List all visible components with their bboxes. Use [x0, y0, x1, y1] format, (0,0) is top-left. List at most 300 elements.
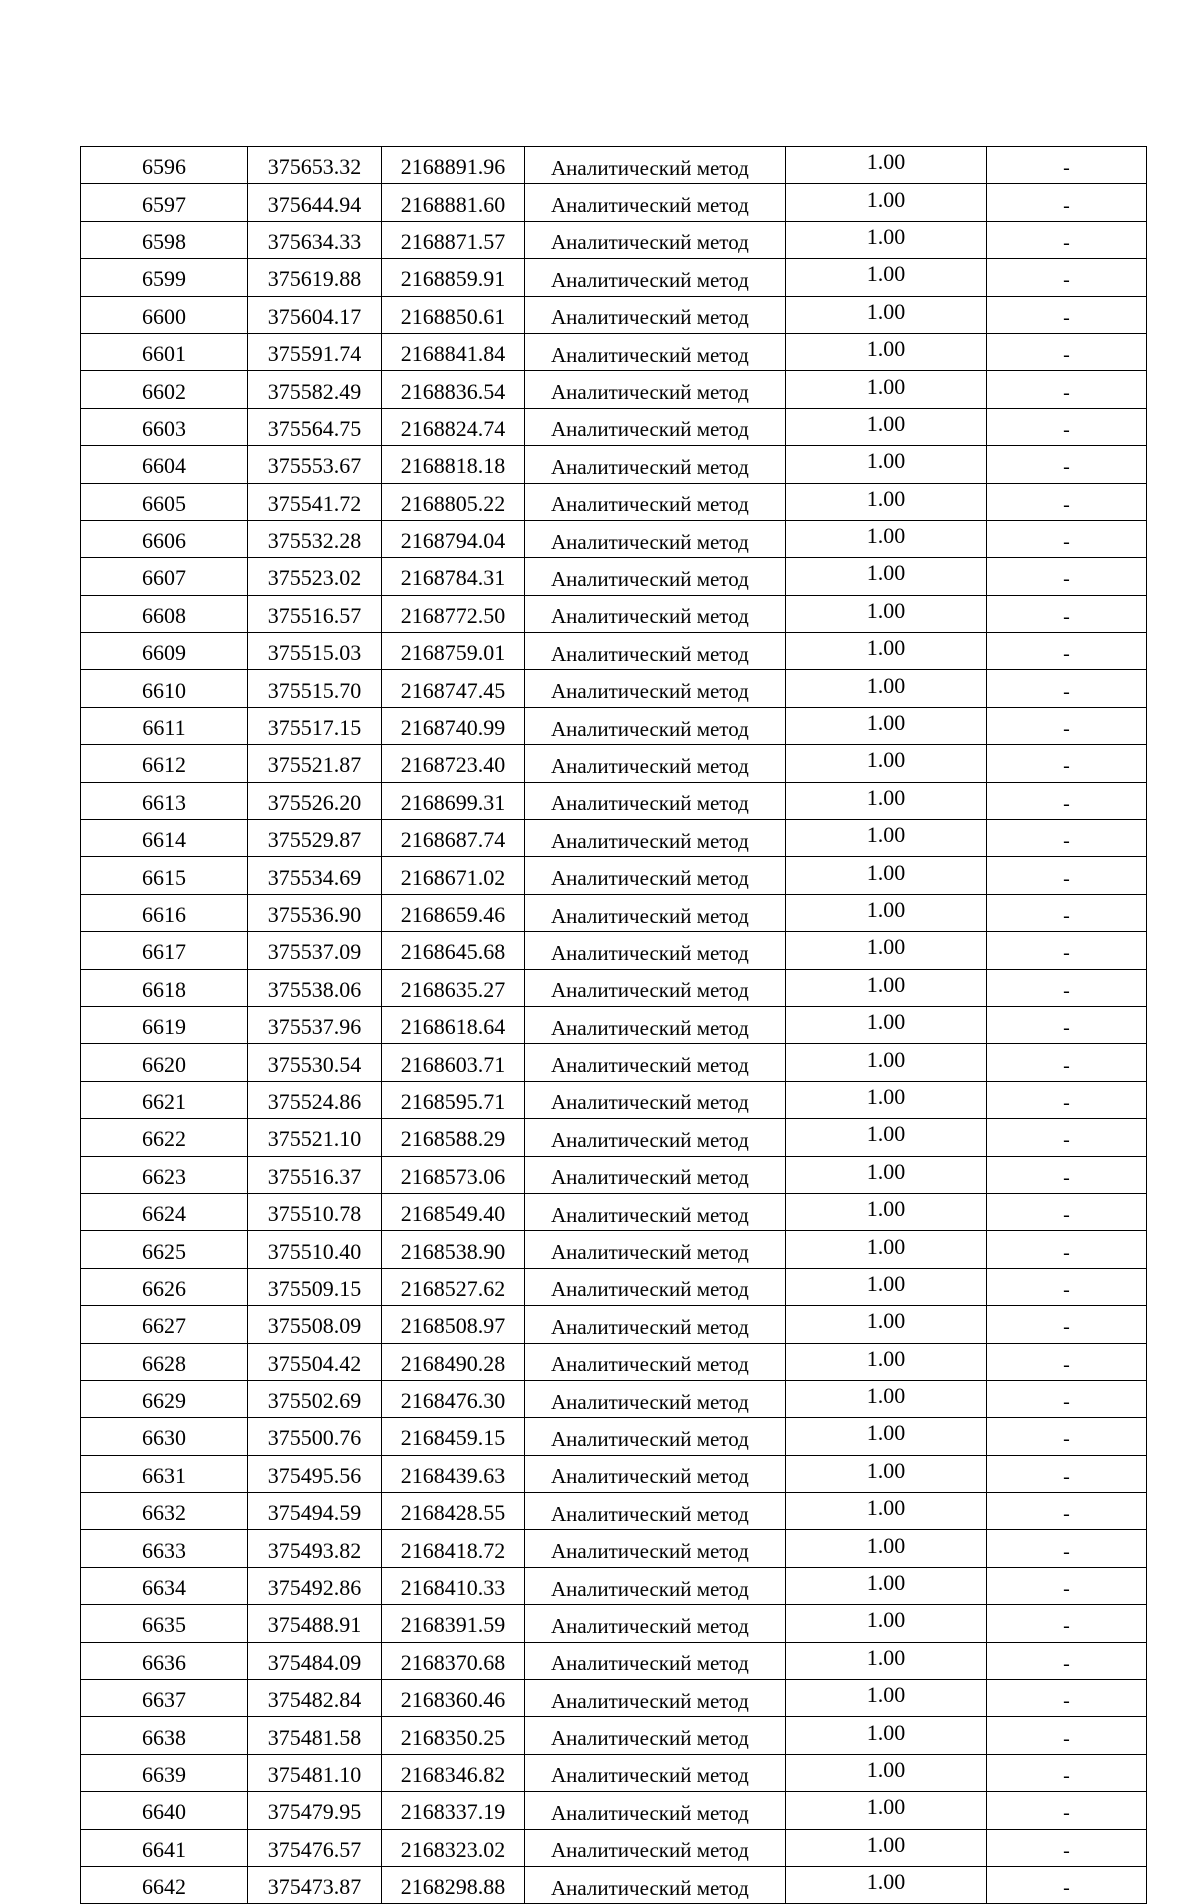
y-coordinate-cell: 2168824.74 [382, 408, 525, 445]
point-number-cell: 6620 [81, 1044, 248, 1081]
point-number-cell: 6603 [81, 408, 248, 445]
y-coordinate-cell: 2168645.68 [382, 932, 525, 969]
point-number-cell: 6622 [81, 1119, 248, 1156]
x-coordinate-cell: 375653.32 [248, 147, 382, 184]
method-cell: Аналитический метод [525, 707, 786, 744]
table-row [81, 1418, 1147, 1455]
method-cell: Аналитический метод [525, 1792, 786, 1829]
accuracy-cell: 1.00 [786, 1866, 987, 1903]
x-coordinate-cell: 375582.49 [248, 371, 382, 408]
point-number-cell: 6626 [81, 1268, 248, 1305]
method-cell: Аналитический метод [525, 1006, 786, 1043]
description-cell: - [987, 932, 1147, 969]
description-cell: - [987, 969, 1147, 1006]
point-number-cell: 6598 [81, 221, 248, 258]
method-cell: Аналитический метод [525, 1044, 786, 1081]
y-coordinate-cell: 2168841.84 [382, 333, 525, 370]
method-cell: Аналитический метод [525, 1493, 786, 1530]
method-cell: Аналитический метод [525, 1119, 786, 1156]
accuracy-cell: 1.00 [786, 670, 987, 707]
accuracy-cell: 1.00 [786, 1605, 987, 1642]
point-number-cell: 6600 [81, 296, 248, 333]
x-coordinate-cell: 375488.91 [248, 1605, 382, 1642]
table-row [81, 1792, 1147, 1829]
description-cell: - [987, 1343, 1147, 1380]
y-coordinate-cell: 2168891.96 [382, 147, 525, 184]
y-coordinate-cell: 2168618.64 [382, 1006, 525, 1043]
table-row [81, 1754, 1147, 1791]
accuracy-cell: 1.00 [786, 1268, 987, 1305]
point-number-cell: 6605 [81, 483, 248, 520]
description-cell: - [987, 483, 1147, 520]
table-row [81, 558, 1147, 595]
accuracy-cell: 1.00 [786, 820, 987, 857]
y-coordinate-cell: 2168747.45 [382, 670, 525, 707]
accuracy-cell: 1.00 [786, 184, 987, 221]
description-cell: - [987, 633, 1147, 670]
description-cell: - [987, 1119, 1147, 1156]
point-number-cell: 6609 [81, 633, 248, 670]
description-cell: - [987, 1081, 1147, 1118]
method-cell: Аналитический метод [525, 1380, 786, 1417]
accuracy-cell: 1.00 [786, 259, 987, 296]
accuracy-cell: 1.00 [786, 483, 987, 520]
accuracy-cell: 1.00 [786, 296, 987, 333]
accuracy-cell: 1.00 [786, 520, 987, 557]
description-cell: - [987, 1044, 1147, 1081]
accuracy-cell: 1.00 [786, 221, 987, 258]
point-number-cell: 6636 [81, 1642, 248, 1679]
y-coordinate-cell: 2168549.40 [382, 1193, 525, 1230]
point-number-cell: 6607 [81, 558, 248, 595]
description-cell: - [987, 1792, 1147, 1829]
y-coordinate-cell: 2168337.19 [382, 1792, 525, 1829]
accuracy-cell: 1.00 [786, 633, 987, 670]
table-row [81, 184, 1147, 221]
table-row [81, 296, 1147, 333]
description-cell: - [987, 1493, 1147, 1530]
y-coordinate-cell: 2168603.71 [382, 1044, 525, 1081]
description-cell: - [987, 1418, 1147, 1455]
table-row [81, 1343, 1147, 1380]
point-number-cell: 6629 [81, 1380, 248, 1417]
y-coordinate-cell: 2168687.74 [382, 820, 525, 857]
coordinates-table-body [81, 147, 1147, 1904]
method-cell: Аналитический метод [525, 1642, 786, 1679]
table-row [81, 1530, 1147, 1567]
description-cell: - [987, 1866, 1147, 1903]
y-coordinate-cell: 2168871.57 [382, 221, 525, 258]
method-cell: Аналитический метод [525, 221, 786, 258]
description-cell: - [987, 782, 1147, 819]
y-coordinate-cell: 2168439.63 [382, 1455, 525, 1492]
accuracy-cell: 1.00 [786, 857, 987, 894]
x-coordinate-cell: 375479.95 [248, 1792, 382, 1829]
x-coordinate-cell: 375553.67 [248, 446, 382, 483]
accuracy-cell: 1.00 [786, 1642, 987, 1679]
method-cell: Аналитический метод [525, 333, 786, 370]
x-coordinate-cell: 375494.59 [248, 1493, 382, 1530]
point-number-cell: 6635 [81, 1605, 248, 1642]
table-row [81, 520, 1147, 557]
y-coordinate-cell: 2168360.46 [382, 1680, 525, 1717]
method-cell: Аналитический метод [525, 558, 786, 595]
table-row [81, 1567, 1147, 1604]
point-number-cell: 6614 [81, 820, 248, 857]
table-row [81, 1231, 1147, 1268]
method-cell: Аналитический метод [525, 1231, 786, 1268]
table-row [81, 894, 1147, 931]
point-number-cell: 6628 [81, 1343, 248, 1380]
y-coordinate-cell: 2168699.31 [382, 782, 525, 819]
accuracy-cell: 1.00 [786, 1717, 987, 1754]
point-number-cell: 6623 [81, 1156, 248, 1193]
method-cell: Аналитический метод [525, 633, 786, 670]
y-coordinate-cell: 2168794.04 [382, 520, 525, 557]
method-cell: Аналитический метод [525, 446, 786, 483]
x-coordinate-cell: 375538.06 [248, 969, 382, 1006]
x-coordinate-cell: 375476.57 [248, 1829, 382, 1866]
y-coordinate-cell: 2168410.33 [382, 1567, 525, 1604]
x-coordinate-cell: 375502.69 [248, 1380, 382, 1417]
point-number-cell: 6641 [81, 1829, 248, 1866]
accuracy-cell: 1.00 [786, 1792, 987, 1829]
method-cell: Аналитический метод [525, 782, 786, 819]
y-coordinate-cell: 2168635.27 [382, 969, 525, 1006]
table-row [81, 857, 1147, 894]
accuracy-cell: 1.00 [786, 782, 987, 819]
y-coordinate-cell: 2168772.50 [382, 595, 525, 632]
description-cell: - [987, 820, 1147, 857]
description-cell: - [987, 147, 1147, 184]
table-row [81, 1006, 1147, 1043]
table-row [81, 1156, 1147, 1193]
y-coordinate-cell: 2168350.25 [382, 1717, 525, 1754]
method-cell: Аналитический метод [525, 147, 786, 184]
description-cell: - [987, 1567, 1147, 1604]
accuracy-cell: 1.00 [786, 1119, 987, 1156]
x-coordinate-cell: 375537.96 [248, 1006, 382, 1043]
point-number-cell: 6640 [81, 1792, 248, 1829]
description-cell: - [987, 894, 1147, 931]
description-cell: - [987, 670, 1147, 707]
x-coordinate-cell: 375619.88 [248, 259, 382, 296]
description-cell: - [987, 520, 1147, 557]
point-number-cell: 6630 [81, 1418, 248, 1455]
x-coordinate-cell: 375508.09 [248, 1306, 382, 1343]
table-row [81, 1119, 1147, 1156]
method-cell: Аналитический метод [525, 1754, 786, 1791]
description-cell: - [987, 1193, 1147, 1230]
method-cell: Аналитический метод [525, 1081, 786, 1118]
table-row [81, 446, 1147, 483]
accuracy-cell: 1.00 [786, 1081, 987, 1118]
method-cell: Аналитический метод [525, 1829, 786, 1866]
accuracy-cell: 1.00 [786, 1193, 987, 1230]
accuracy-cell: 1.00 [786, 1380, 987, 1417]
table-row [81, 1044, 1147, 1081]
accuracy-cell: 1.00 [786, 1829, 987, 1866]
y-coordinate-cell: 2168818.18 [382, 446, 525, 483]
x-coordinate-cell: 375524.86 [248, 1081, 382, 1118]
table-row [81, 595, 1147, 632]
y-coordinate-cell: 2168538.90 [382, 1231, 525, 1268]
y-coordinate-cell: 2168740.99 [382, 707, 525, 744]
x-coordinate-cell: 375591.74 [248, 333, 382, 370]
y-coordinate-cell: 2168671.02 [382, 857, 525, 894]
method-cell: Аналитический метод [525, 259, 786, 296]
method-cell: Аналитический метод [525, 595, 786, 632]
table-row [81, 1866, 1147, 1903]
table-row [81, 1680, 1147, 1717]
point-number-cell: 6615 [81, 857, 248, 894]
x-coordinate-cell: 375534.69 [248, 857, 382, 894]
method-cell: Аналитический метод [525, 296, 786, 333]
point-number-cell: 6608 [81, 595, 248, 632]
x-coordinate-cell: 375521.10 [248, 1119, 382, 1156]
x-coordinate-cell: 375516.37 [248, 1156, 382, 1193]
method-cell: Аналитический метод [525, 1866, 786, 1903]
y-coordinate-cell: 2168346.82 [382, 1754, 525, 1791]
y-coordinate-cell: 2168595.71 [382, 1081, 525, 1118]
x-coordinate-cell: 375523.02 [248, 558, 382, 595]
y-coordinate-cell: 2168836.54 [382, 371, 525, 408]
point-number-cell: 6642 [81, 1866, 248, 1903]
x-coordinate-cell: 375495.56 [248, 1455, 382, 1492]
accuracy-cell: 1.00 [786, 595, 987, 632]
x-coordinate-cell: 375541.72 [248, 483, 382, 520]
x-coordinate-cell: 375532.28 [248, 520, 382, 557]
point-number-cell: 6601 [81, 333, 248, 370]
method-cell: Аналитический метод [525, 1193, 786, 1230]
coordinates-table [80, 146, 1147, 1904]
x-coordinate-cell: 375516.57 [248, 595, 382, 632]
method-cell: Аналитический метод [525, 1268, 786, 1305]
x-coordinate-cell: 375515.70 [248, 670, 382, 707]
table-row [81, 221, 1147, 258]
method-cell: Аналитический метод [525, 670, 786, 707]
x-coordinate-cell: 375634.33 [248, 221, 382, 258]
point-number-cell: 6633 [81, 1530, 248, 1567]
x-coordinate-cell: 375526.20 [248, 782, 382, 819]
point-number-cell: 6638 [81, 1717, 248, 1754]
method-cell: Аналитический метод [525, 1680, 786, 1717]
y-coordinate-cell: 2168298.88 [382, 1866, 525, 1903]
accuracy-cell: 1.00 [786, 1680, 987, 1717]
table-row [81, 483, 1147, 520]
description-cell: - [987, 1306, 1147, 1343]
method-cell: Аналитический метод [525, 1418, 786, 1455]
description-cell: - [987, 408, 1147, 445]
point-number-cell: 6604 [81, 446, 248, 483]
x-coordinate-cell: 375604.17 [248, 296, 382, 333]
accuracy-cell: 1.00 [786, 1156, 987, 1193]
description-cell: - [987, 296, 1147, 333]
description-cell: - [987, 1717, 1147, 1754]
accuracy-cell: 1.00 [786, 1306, 987, 1343]
description-cell: - [987, 446, 1147, 483]
x-coordinate-cell: 375481.10 [248, 1754, 382, 1791]
table-row [81, 1455, 1147, 1492]
x-coordinate-cell: 375564.75 [248, 408, 382, 445]
point-number-cell: 6634 [81, 1567, 248, 1604]
x-coordinate-cell: 375492.86 [248, 1567, 382, 1604]
method-cell: Аналитический метод [525, 1343, 786, 1380]
accuracy-cell: 1.00 [786, 446, 987, 483]
point-number-cell: 6617 [81, 932, 248, 969]
method-cell: Аналитический метод [525, 408, 786, 445]
point-number-cell: 6612 [81, 745, 248, 782]
point-number-cell: 6602 [81, 371, 248, 408]
accuracy-cell: 1.00 [786, 1044, 987, 1081]
x-coordinate-cell: 375484.09 [248, 1642, 382, 1679]
method-cell: Аналитический метод [525, 745, 786, 782]
x-coordinate-cell: 375500.76 [248, 1418, 382, 1455]
description-cell: - [987, 1156, 1147, 1193]
method-cell: Аналитический метод [525, 1306, 786, 1343]
x-coordinate-cell: 375515.03 [248, 633, 382, 670]
x-coordinate-cell: 375510.40 [248, 1231, 382, 1268]
x-coordinate-cell: 375529.87 [248, 820, 382, 857]
table-row [81, 1493, 1147, 1530]
description-cell: - [987, 371, 1147, 408]
table-row [81, 670, 1147, 707]
y-coordinate-cell: 2168428.55 [382, 1493, 525, 1530]
description-cell: - [987, 1680, 1147, 1717]
table-row [81, 147, 1147, 184]
description-cell: - [987, 1006, 1147, 1043]
accuracy-cell: 1.00 [786, 333, 987, 370]
table-row [81, 1268, 1147, 1305]
point-number-cell: 6625 [81, 1231, 248, 1268]
y-coordinate-cell: 2168508.97 [382, 1306, 525, 1343]
method-cell: Аналитический метод [525, 1605, 786, 1642]
x-coordinate-cell: 375537.09 [248, 932, 382, 969]
accuracy-cell: 1.00 [786, 1231, 987, 1268]
y-coordinate-cell: 2168659.46 [382, 894, 525, 931]
method-cell: Аналитический метод [525, 969, 786, 1006]
x-coordinate-cell: 375536.90 [248, 894, 382, 931]
y-coordinate-cell: 2168527.62 [382, 1268, 525, 1305]
table-row [81, 1642, 1147, 1679]
table-row [81, 1605, 1147, 1642]
point-number-cell: 6627 [81, 1306, 248, 1343]
x-coordinate-cell: 375481.58 [248, 1717, 382, 1754]
table-row [81, 408, 1147, 445]
description-cell: - [987, 1455, 1147, 1492]
point-number-cell: 6599 [81, 259, 248, 296]
description-cell: - [987, 259, 1147, 296]
accuracy-cell: 1.00 [786, 408, 987, 445]
point-number-cell: 6597 [81, 184, 248, 221]
y-coordinate-cell: 2168759.01 [382, 633, 525, 670]
accuracy-cell: 1.00 [786, 1455, 987, 1492]
point-number-cell: 6631 [81, 1455, 248, 1492]
x-coordinate-cell: 375644.94 [248, 184, 382, 221]
point-number-cell: 6632 [81, 1493, 248, 1530]
point-number-cell: 6616 [81, 894, 248, 931]
description-cell: - [987, 1754, 1147, 1791]
point-number-cell: 6610 [81, 670, 248, 707]
table-row [81, 633, 1147, 670]
method-cell: Аналитический метод [525, 894, 786, 931]
description-cell: - [987, 1829, 1147, 1866]
point-number-cell: 6613 [81, 782, 248, 819]
x-coordinate-cell: 375509.15 [248, 1268, 382, 1305]
table-row [81, 745, 1147, 782]
method-cell: Аналитический метод [525, 932, 786, 969]
y-coordinate-cell: 2168476.30 [382, 1380, 525, 1417]
x-coordinate-cell: 375493.82 [248, 1530, 382, 1567]
description-cell: - [987, 1530, 1147, 1567]
point-number-cell: 6606 [81, 520, 248, 557]
table-row [81, 1193, 1147, 1230]
point-number-cell: 6637 [81, 1680, 248, 1717]
y-coordinate-cell: 2168881.60 [382, 184, 525, 221]
point-number-cell: 6639 [81, 1754, 248, 1791]
y-coordinate-cell: 2168418.72 [382, 1530, 525, 1567]
table-row [81, 259, 1147, 296]
method-cell: Аналитический метод [525, 184, 786, 221]
point-number-cell: 6621 [81, 1081, 248, 1118]
x-coordinate-cell: 375530.54 [248, 1044, 382, 1081]
accuracy-cell: 1.00 [786, 1754, 987, 1791]
point-number-cell: 6596 [81, 147, 248, 184]
table-row [81, 782, 1147, 819]
table-row [81, 333, 1147, 370]
table-row [81, 1380, 1147, 1417]
description-cell: - [987, 1605, 1147, 1642]
accuracy-cell: 1.00 [786, 1418, 987, 1455]
method-cell: Аналитический метод [525, 1455, 786, 1492]
y-coordinate-cell: 2168459.15 [382, 1418, 525, 1455]
y-coordinate-cell: 2168850.61 [382, 296, 525, 333]
method-cell: Аналитический метод [525, 857, 786, 894]
accuracy-cell: 1.00 [786, 1343, 987, 1380]
table-row [81, 820, 1147, 857]
x-coordinate-cell: 375482.84 [248, 1680, 382, 1717]
method-cell: Аналитический метод [525, 520, 786, 557]
description-cell: - [987, 707, 1147, 744]
point-number-cell: 6618 [81, 969, 248, 1006]
point-number-cell: 6619 [81, 1006, 248, 1043]
method-cell: Аналитический метод [525, 1156, 786, 1193]
description-cell: - [987, 1231, 1147, 1268]
y-coordinate-cell: 2168391.59 [382, 1605, 525, 1642]
table-row [81, 371, 1147, 408]
x-coordinate-cell: 375504.42 [248, 1343, 382, 1380]
description-cell: - [987, 333, 1147, 370]
x-coordinate-cell: 375517.15 [248, 707, 382, 744]
method-cell: Аналитический метод [525, 1530, 786, 1567]
description-cell: - [987, 184, 1147, 221]
description-cell: - [987, 221, 1147, 258]
description-cell: - [987, 595, 1147, 632]
accuracy-cell: 1.00 [786, 1530, 987, 1567]
point-number-cell: 6611 [81, 707, 248, 744]
description-cell: - [987, 1268, 1147, 1305]
y-coordinate-cell: 2168573.06 [382, 1156, 525, 1193]
y-coordinate-cell: 2168859.91 [382, 259, 525, 296]
table-row [81, 1081, 1147, 1118]
table-row [81, 1306, 1147, 1343]
accuracy-cell: 1.00 [786, 558, 987, 595]
accuracy-cell: 1.00 [786, 894, 987, 931]
y-coordinate-cell: 2168323.02 [382, 1829, 525, 1866]
accuracy-cell: 1.00 [786, 1493, 987, 1530]
accuracy-cell: 1.00 [786, 969, 987, 1006]
table-row [81, 969, 1147, 1006]
